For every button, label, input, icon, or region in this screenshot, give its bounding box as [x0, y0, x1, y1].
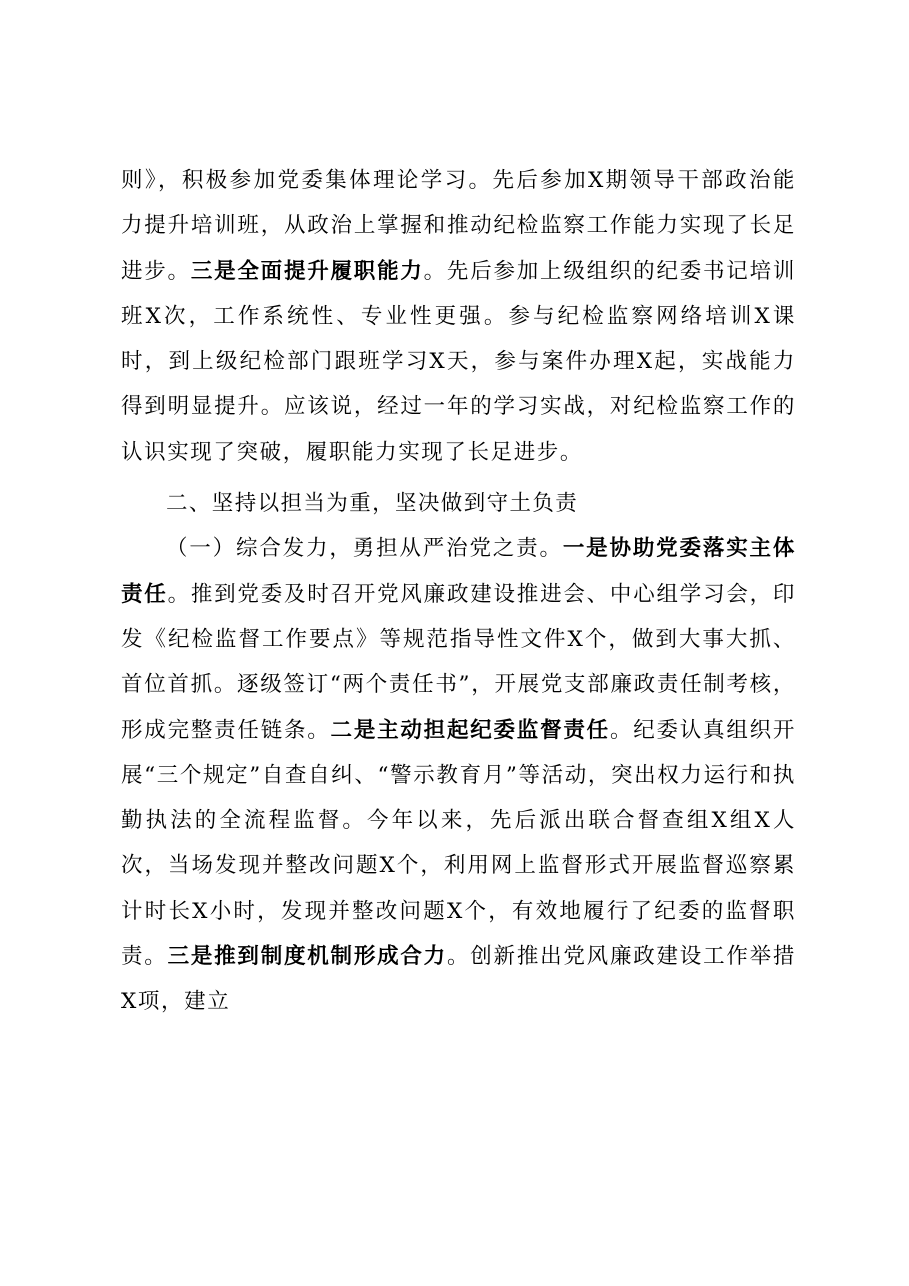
text-segment: 。创新推出党风廉政建设工作举措X项，建立 — [121, 944, 797, 1015]
paragraph-responsibility — [121, 526, 796, 1024]
bold-lead-phrase: 二是主动担起纪委监督责任 — [330, 717, 610, 743]
text-segment: 。推到党委及时召开党风廉政建设推进会、中心组学习会，印发《纪检监督工作要点》等规范指导性文件X个，做到大事大抓、首位首抓。逐级签订“两个责任书”，开展党支部廉政责任制考核，形成完整责任链条。 — [121, 581, 797, 743]
bold-lead-phrase: 三是推到制度机制形成合力 — [167, 944, 447, 970]
text-segment: 。先后参加上级组织的纪委书记培训班X次，工作系统性、专业性更强。参与纪检监察网络培训X课时，到上级纪检部门跟班学习X天，参与案件办理X起，实战能力得到明显提升。应该说，经过一年的学习实战，对纪检监察工作的认识实现了突破，履职能力实现了长足进步。 — [121, 258, 796, 465]
paragraph-training-summary — [121, 158, 796, 475]
section-heading: 二、坚持以担当为重，坚决做到守土负责 — [166, 491, 579, 517]
bold-lead-phrase: 三是全面提升履职能力 — [190, 258, 424, 284]
subsection-lead: （一）综合发力，勇担从严治党之责。 — [166, 536, 563, 562]
text-segment: 。纪委认真组织开展“三个规定”自查自纠、“警示教育月”等活动，突出权力运行和执勤执法的全流程监督。今年以来，先后派出联合督查组X组X人次，当场发现并整改问题X个，利用网上监督形式开展监督巡察累计时长X小时，发现并整改问题X个，有效地履行了纪委的监督职责。 — [121, 717, 797, 970]
document-body — [121, 158, 796, 1025]
text-segment: 则》，积极参加党委集体理论学习。先后参加X期领导干部政治能力提升培训班，从政治上掌握和推动纪检监察工作能力实现了长足进步。 — [121, 168, 796, 284]
bold-lead-phrase: 一是协助党委落实主体责任 — [121, 536, 796, 607]
